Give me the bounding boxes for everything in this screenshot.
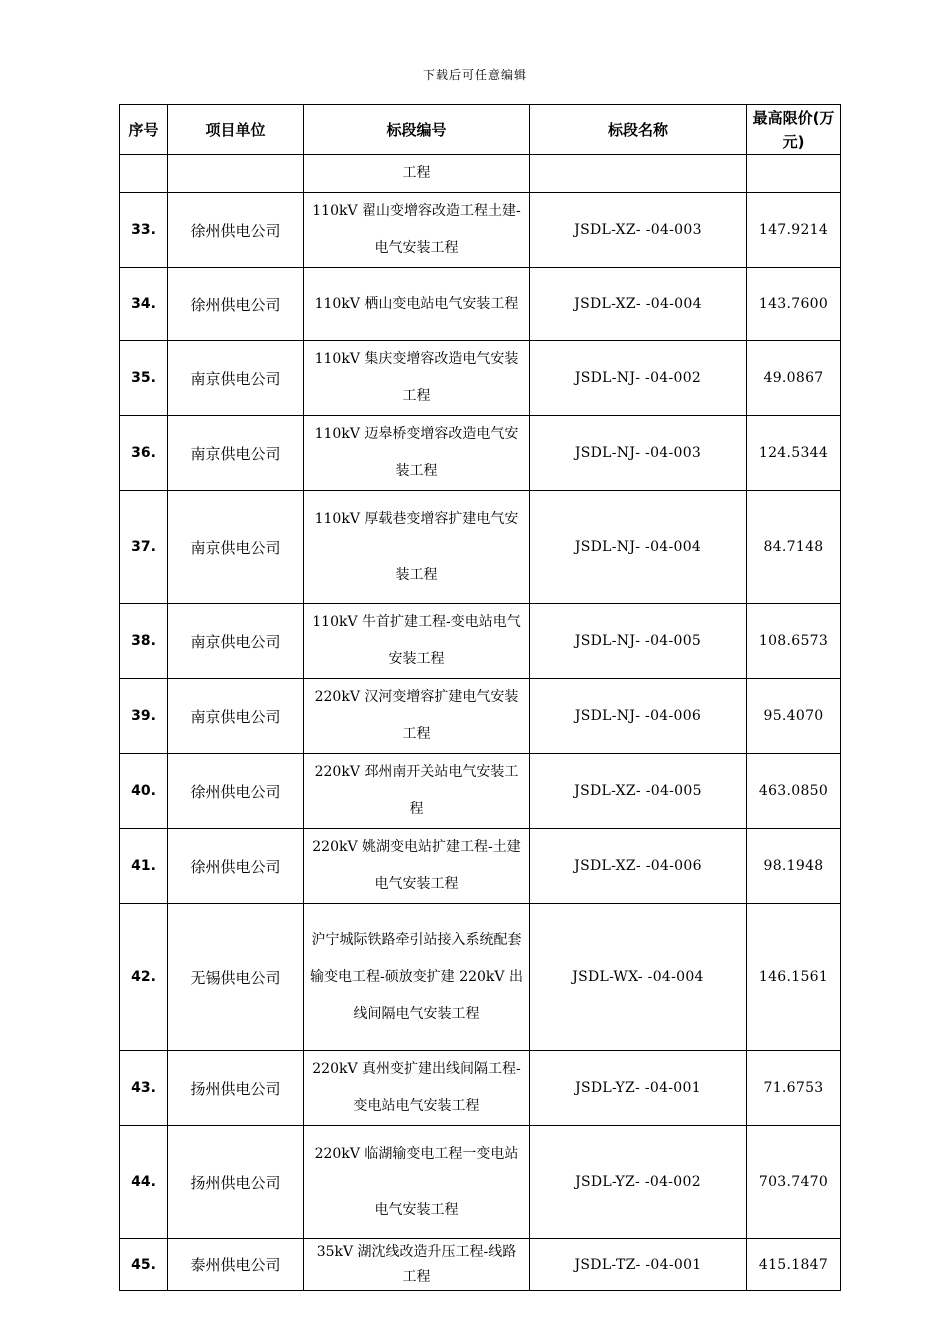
continuation-text: 工程 [304,155,530,193]
row-title: 110kV 翟山变增容改造工程土建-电气安装工程 [304,193,530,268]
row-code: JSDL-XZ- -04-006 [530,829,747,904]
row-price: 703.7470 [747,1126,841,1239]
row-seq: 41. [120,829,168,904]
row-title: 110kV 迈皋桥变增容改造电气安装工程 [304,416,530,491]
row-title: 沪宁城际铁路牵引站接入系统配套输变电工程-硕放变扩建 220kV 出线间隔电气安装工程 [304,904,530,1051]
table-row [120,491,841,604]
table-row [120,193,841,268]
row-seq: 42. [120,904,168,1051]
table-row [120,1239,841,1291]
row-code: JSDL-YZ- -04-001 [530,1051,747,1126]
row-price: 49.0867 [747,341,841,416]
table-cell [168,155,304,193]
row-unit: 徐州供电公司 [168,193,304,268]
row-title: 110kV 厚载巷变增容扩建电气安装工程 [304,491,530,604]
row-unit: 南京供电公司 [168,679,304,754]
header-unit: 项目单位 [168,105,304,155]
table-row [120,1051,841,1126]
row-code: JSDL-NJ- -04-006 [530,679,747,754]
row-unit: 南京供电公司 [168,491,304,604]
row-code: JSDL-YZ- -04-002 [530,1126,747,1239]
row-seq: 44. [120,1126,168,1239]
row-code: JSDL-XZ- -04-003 [530,193,747,268]
row-seq: 38. [120,604,168,679]
row-seq: 34. [120,268,168,341]
row-code: JSDL-XZ- -04-005 [530,754,747,829]
row-price: 124.5344 [747,416,841,491]
row-price: 146.1561 [747,904,841,1051]
table-cell [120,155,168,193]
continuation-row [120,155,841,193]
bid-table [119,104,841,1291]
row-title: 110kV 牛首扩建工程-变电站电气安装工程 [304,604,530,679]
table-row [120,754,841,829]
row-unit: 徐州供电公司 [168,754,304,829]
row-seq: 33. [120,193,168,268]
row-seq: 35. [120,341,168,416]
row-price: 415.1847 [747,1239,841,1291]
row-unit: 扬州供电公司 [168,1126,304,1239]
row-price: 95.4070 [747,679,841,754]
row-code: JSDL-NJ- -04-005 [530,604,747,679]
header-code: 标段编号 [304,105,530,155]
row-price: 71.6753 [747,1051,841,1126]
row-unit: 徐州供电公司 [168,829,304,904]
row-unit: 南京供电公司 [168,604,304,679]
row-title: 35kV 湖沈线改造升压工程-线路工程 [304,1239,530,1291]
row-code: JSDL-WX- -04-004 [530,904,747,1051]
row-title: 220kV 邳州南开关站电气安装工程 [304,754,530,829]
table-row [120,904,841,1051]
header-price: 最高限价(万元) [747,105,841,155]
row-code: JSDL-NJ- -04-003 [530,416,747,491]
row-unit: 泰州供电公司 [168,1239,304,1291]
header-seq: 序号 [120,105,168,155]
row-seq: 43. [120,1051,168,1126]
row-code: JSDL-TZ- -04-001 [530,1239,747,1291]
row-title: 110kV 集庆变增容改造电气安装工程 [304,341,530,416]
row-unit: 徐州供电公司 [168,268,304,341]
row-title: 220kV 汉河变增容扩建电气安装工程 [304,679,530,754]
row-price: 143.7600 [747,268,841,341]
table-cell [747,155,841,193]
row-price: 108.6573 [747,604,841,679]
row-code: JSDL-NJ- -04-004 [530,491,747,604]
row-title: 220kV 临湖输变电工程一变电站电气安装工程 [304,1126,530,1239]
table-row [120,341,841,416]
row-title: 220kV 姚湖变电站扩建工程-土建电气安装工程 [304,829,530,904]
row-seq: 36. [120,416,168,491]
table-row [120,1126,841,1239]
table-cell [530,155,747,193]
table-row [120,829,841,904]
row-title: 110kV 栖山变电站电气安装工程 [304,268,530,341]
row-code: JSDL-NJ- -04-002 [530,341,747,416]
row-price: 147.9214 [747,193,841,268]
table-row [120,679,841,754]
row-price: 463.0850 [747,754,841,829]
header-row [120,105,841,155]
row-seq: 37. [120,491,168,604]
row-price: 84.7148 [747,491,841,604]
table-row [120,416,841,491]
row-unit: 南京供电公司 [168,416,304,491]
table-row [120,604,841,679]
table-row [120,268,841,341]
row-seq: 39. [120,679,168,754]
row-seq: 40. [120,754,168,829]
row-code: JSDL-XZ- -04-004 [530,268,747,341]
row-title: 220kV 真州变扩建出线间隔工程-变电站电气安装工程 [304,1051,530,1126]
row-price: 98.1948 [747,829,841,904]
row-unit: 南京供电公司 [168,341,304,416]
page-header: 下载后可任意编辑 [422,68,527,82]
row-unit: 无锡供电公司 [168,904,304,1051]
header-name: 标段名称 [530,105,747,155]
row-seq: 45. [120,1239,168,1291]
row-unit: 扬州供电公司 [168,1051,304,1126]
